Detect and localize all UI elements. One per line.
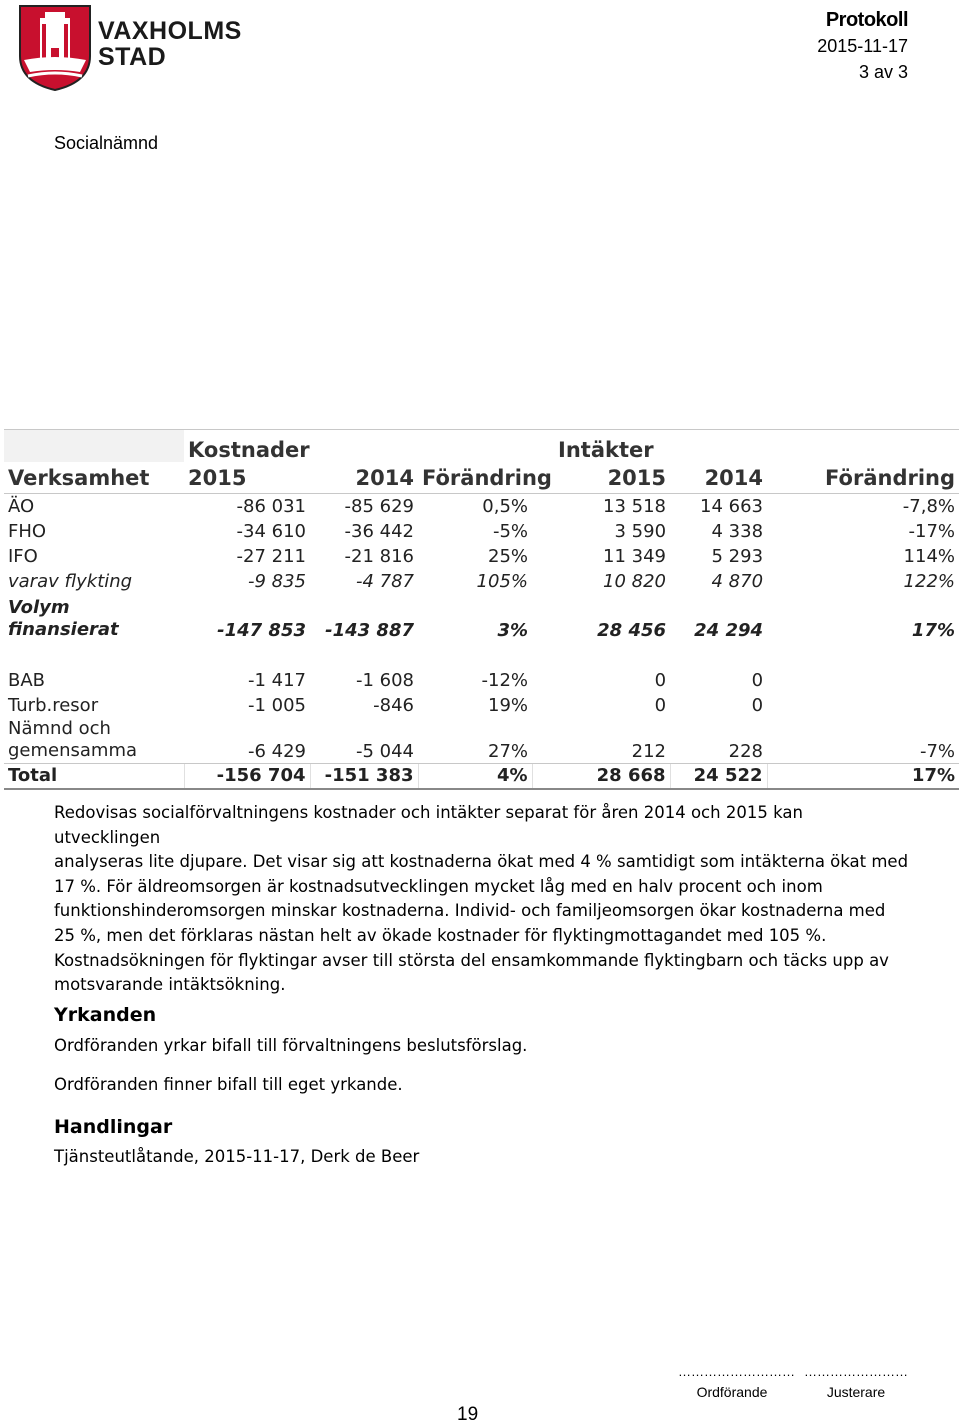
page-number: 19 xyxy=(457,1404,479,1425)
cell: -143 887 xyxy=(325,619,414,641)
cell: 105% xyxy=(476,570,529,592)
cell: 24 294 xyxy=(694,619,764,641)
col-header: 2015 xyxy=(532,462,670,494)
signature-label: Justerare xyxy=(826,1384,886,1400)
cell: 3% xyxy=(497,619,529,641)
handlingar-line1: Tjänsteutlåtande, 2015-11-17, Derk de Beer xyxy=(54,1147,420,1166)
table-row xyxy=(4,494,959,519)
cell: 3 590 xyxy=(614,520,667,542)
row-label: IFO xyxy=(8,545,38,567)
cell: 10 820 xyxy=(603,570,667,592)
paragraph-line: 17 %. För äldreomsorgen är kostnadsutvecklingen mycket låg med en halv procent och inom xyxy=(54,876,823,896)
cell: 17% xyxy=(767,763,959,789)
cell: 13 518 xyxy=(603,495,667,517)
table-group-header xyxy=(4,430,959,463)
cell: -6 429 xyxy=(247,740,306,762)
paragraph-line: Redovisas socialförvaltningens kostnader och intäkter separat för åren 2014 och 2015 kan utvecklingen xyxy=(54,803,803,847)
cell: 0 xyxy=(751,694,764,716)
table-row xyxy=(4,693,959,718)
cell: 4% xyxy=(418,763,532,789)
cell: 114% xyxy=(903,545,956,567)
document-header xyxy=(817,8,908,85)
cell: -5 044 xyxy=(355,740,414,762)
cell: -156 704 xyxy=(184,763,310,789)
cell: 14 663 xyxy=(700,495,764,517)
paragraph-line: motsvarande intäktsökning. xyxy=(54,975,286,995)
col-header: Verksamhet xyxy=(4,462,184,494)
row-label xyxy=(4,594,184,642)
cell: -9 835 xyxy=(247,570,306,592)
cell: -147 853 xyxy=(217,619,306,641)
org-name-line1: VAXHOLMS xyxy=(98,17,242,45)
signature-line: …………………… xyxy=(804,1364,908,1379)
cell: 27% xyxy=(488,740,529,762)
cell: -34 610 xyxy=(236,520,306,542)
cell xyxy=(767,668,959,693)
table-row xyxy=(4,668,959,693)
cell: -86 031 xyxy=(236,495,306,517)
cell: 25% xyxy=(488,545,529,567)
cell: 17% xyxy=(911,619,956,641)
cell: -4 787 xyxy=(355,570,414,592)
cell: -1 417 xyxy=(247,669,306,691)
cell: 11 349 xyxy=(603,545,667,567)
cell: -7,8% xyxy=(902,495,956,517)
cell: 122% xyxy=(903,570,956,592)
paragraph-line: 25 %, men det förklaras nästan helt av ökade kostnader för flyktingmottagandet med 105 %. xyxy=(54,925,827,945)
cell: 5 293 xyxy=(711,545,764,567)
vaxholm-logo xyxy=(18,4,250,94)
table-total-row xyxy=(4,763,959,789)
cell: -5% xyxy=(492,520,529,542)
cell: 4 338 xyxy=(711,520,764,542)
paragraph-line: analyseras lite djupare. Det visar sig att kostnaderna ökat med 4 % samtidigt som intäkterna ökat med xyxy=(54,852,909,872)
group-costs: Kostnader xyxy=(184,430,532,463)
cell: 28 668 xyxy=(532,763,670,789)
table-row xyxy=(4,519,959,544)
cell: 228 xyxy=(728,740,764,762)
section-name: Socialnämnd xyxy=(54,133,159,153)
page-indicator: 3 av 3 xyxy=(858,62,908,82)
cell: -17% xyxy=(908,520,956,542)
table-column-header xyxy=(4,462,959,494)
col-header: 2014 xyxy=(670,462,767,494)
row-label: Turb.resor xyxy=(8,694,99,716)
col-header: Förändring xyxy=(418,462,532,494)
cell xyxy=(767,693,959,718)
yrkanden-heading: Yrkanden xyxy=(54,1004,157,1026)
row-label-line: finansierat xyxy=(8,618,119,640)
row-label: ÄO xyxy=(8,495,35,517)
yrkanden-line1: Ordföranden yrkar bifall till förvaltningens beslutsförslag. xyxy=(54,1036,528,1055)
row-label: FHO xyxy=(8,520,47,542)
cell: -12% xyxy=(481,669,529,691)
cell: 0 xyxy=(654,669,667,691)
cell: 28 456 xyxy=(597,619,667,641)
cell: 4 870 xyxy=(711,570,764,592)
col-header: 2014 xyxy=(310,462,418,494)
cell: -85 629 xyxy=(344,495,414,517)
cell: -1 608 xyxy=(355,669,414,691)
table-row xyxy=(4,718,959,764)
cell: 0 xyxy=(654,694,667,716)
group-income: Intäkter xyxy=(532,430,959,463)
row-label: varav flykting xyxy=(8,570,133,592)
doc-type: Protokoll xyxy=(825,9,908,31)
cell: -151 383 xyxy=(310,763,418,789)
cell: 0,5% xyxy=(482,495,529,517)
table-row xyxy=(4,569,959,594)
cell: -21 816 xyxy=(344,545,414,567)
row-label-line: Volym xyxy=(8,596,70,618)
spacer-row xyxy=(4,642,959,668)
paragraph-line: funktionshinderomsorgen minskar kostnaderna. Individ- och familjeomsorgen ökar kostnaderna med xyxy=(54,901,886,921)
org-name-line2: STAD xyxy=(98,43,167,71)
row-label-line: gemensamma xyxy=(8,739,138,761)
row-label: Total xyxy=(4,763,184,789)
cell: 212 xyxy=(631,740,667,762)
signature-label: Ordförande xyxy=(696,1384,768,1400)
cell: 0 xyxy=(751,669,764,691)
signature-line: ……………………… xyxy=(678,1364,795,1379)
cell: 19% xyxy=(488,694,529,716)
row-label-line: Nämnd och xyxy=(8,717,111,739)
signature-ordforande xyxy=(678,1364,795,1402)
signature-justerare xyxy=(804,1364,908,1402)
paragraph-line: Kostnadsökningen för flyktingar avser till största del ensamkommande flyktingbarn och täcks upp av xyxy=(54,950,889,970)
cell: -7% xyxy=(919,740,956,762)
budget-table xyxy=(4,429,959,790)
cell: -846 xyxy=(373,694,414,716)
coat-of-arms-icon xyxy=(18,4,92,92)
col-header: 2015 xyxy=(184,462,310,494)
col-header: Förändring xyxy=(767,462,959,494)
table-row xyxy=(4,544,959,569)
handlingar-heading: Handlingar xyxy=(54,1116,173,1138)
analysis-paragraph xyxy=(54,801,914,998)
cell: -1 005 xyxy=(247,694,306,716)
row-label xyxy=(4,718,184,764)
yrkanden-line2: Ordföranden finner bifall till eget yrkande. xyxy=(54,1075,403,1094)
doc-date: 2015-11-17 xyxy=(817,36,908,56)
table-row xyxy=(4,594,959,642)
cell: -36 442 xyxy=(344,520,414,542)
cell: -27 211 xyxy=(236,545,306,567)
cell: 24 522 xyxy=(670,763,767,789)
row-label: BAB xyxy=(8,669,46,691)
